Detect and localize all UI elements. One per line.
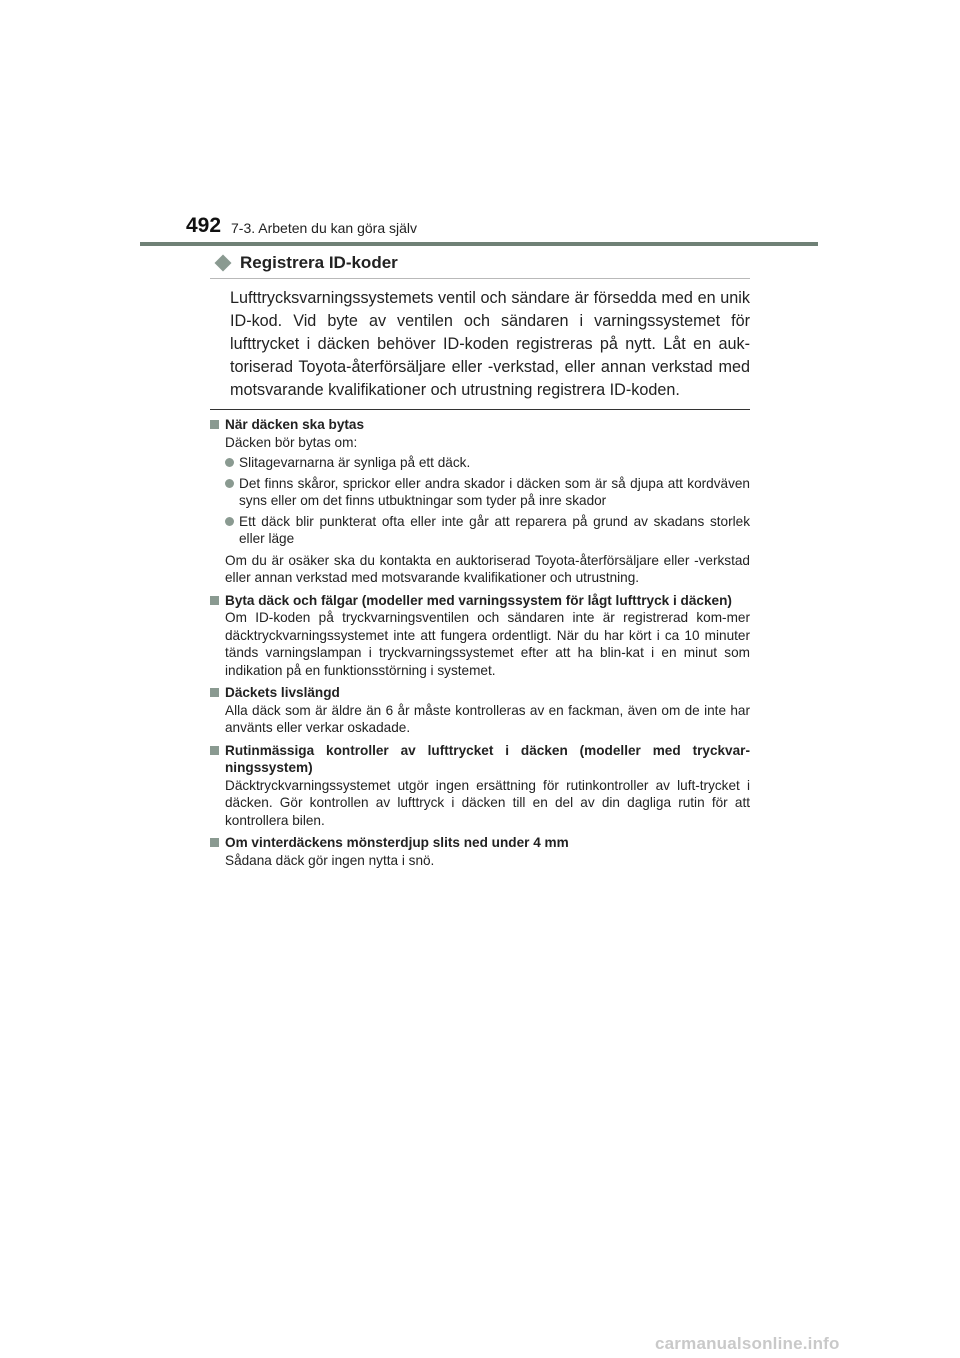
section-divider <box>210 409 750 410</box>
circle-bullet-icon <box>225 517 234 526</box>
note-heading <box>210 742 750 777</box>
note-heading-text: Däckets livslängd <box>225 685 340 700</box>
note-heading-text: När däcken ska bytas <box>225 417 365 432</box>
list-item <box>225 513 750 548</box>
square-bullet-icon <box>210 838 219 847</box>
note-heading <box>210 684 750 702</box>
list-item-text: Slitagevarnarna är synliga på ett däck. <box>239 455 471 470</box>
note-body: Alla däck som är äldre än 6 år måste kontrolleras av en fackman, även om de inte har använts eller verkar oskadade. <box>225 702 750 735</box>
section-body: Lufttrycksvarningssystemets ventil och sändare är försedda med en unik ID-kod. Vid byte av ventilen och sändaren i varningssystemet för lufttrycket i däcken behöver ID-koden registreras på nytt. Låt en auk-toriserad Toyota-återförsäljare eller -verkstad, eller annan verkstad med motsvarande kvalifikationer och utrustning registrera ID-koden. <box>230 289 750 399</box>
list-item-text: Det finns skåror, sprickor eller andra skador i däcken som är så djupa att kordväven syns eller om det finns utbuktningar som tyder på inre skador <box>239 475 750 508</box>
list-item <box>225 454 750 472</box>
square-bullet-icon <box>210 746 219 755</box>
list-item <box>225 475 750 510</box>
header-rule <box>140 242 818 246</box>
square-bullet-icon <box>210 596 219 605</box>
note-body: Om ID-koden på tryckvarningsventilen och sändaren inte är registrerad kom-mer däcktryckvarningssystemet inte att fungera ordentligt. När du har kört i ca 10 minuter tänds varningslampan i tryckvarningssystemet efter att ha blin-kat i en minut som indikation på en funktionsstörning i systemet. <box>225 610 750 678</box>
note-tire-lifespan <box>210 684 750 737</box>
registration-section <box>210 253 750 402</box>
note-heading-text: Rutinmässiga kontroller av lufttrycket i däcken (modeller med tryckvar-ningssystem) <box>225 742 750 775</box>
watermark: carmanualsonline.info <box>655 1334 840 1353</box>
note-heading <box>210 834 750 852</box>
circle-bullet-icon <box>225 479 234 488</box>
note-tire-and-wheel-change <box>210 592 750 680</box>
note-intro: Däcken bör bytas om: <box>225 434 358 450</box>
note-winter-tread-depth <box>210 834 750 869</box>
section-title <box>210 253 750 279</box>
diamond-icon <box>215 255 232 272</box>
note-routine-pressure-checks <box>210 742 750 830</box>
note-heading <box>210 416 750 434</box>
square-bullet-icon <box>210 420 219 429</box>
note-body: Däcktryckvarningssystemet utgör ingen ersättning för rutinkontroller av luft-trycket i däcken. Gör kontrollen av lufttryck i däcken till en del av din dagliga rutin för att kontrollera bilen. <box>225 777 750 828</box>
note-body: Sådana däck gör ingen nytta i snö. <box>225 852 435 868</box>
note-heading <box>210 592 750 610</box>
note-heading-text: Byta däck och fälgar (modeller med varningssystem för lågt lufttryck i däcken) <box>225 592 732 608</box>
note-tire-replacement <box>210 416 750 587</box>
section-title-text: Registrera ID-koder <box>240 253 398 272</box>
page-number: 492 <box>186 214 222 237</box>
list-item-text: Ett däck blir punkterat ofta eller inte går att reparera på grund av skadans storlek eller läge <box>239 513 750 546</box>
circle-bullet-icon <box>225 458 234 467</box>
note-outro: Om du är osäker ska du kontakta en auktoriserad Toyota-återförsäljare eller -verkstad eller annan verkstad med motsvarande kvalifikationer och utrustning. <box>225 552 750 585</box>
note-heading-text: Om vinterdäckens mönsterdjup slits ned under 4 mm <box>225 835 569 850</box>
notes-list <box>210 416 750 874</box>
running-head: 7-3. Arbeten du kan göra själv <box>231 220 418 236</box>
square-bullet-icon <box>210 688 219 697</box>
